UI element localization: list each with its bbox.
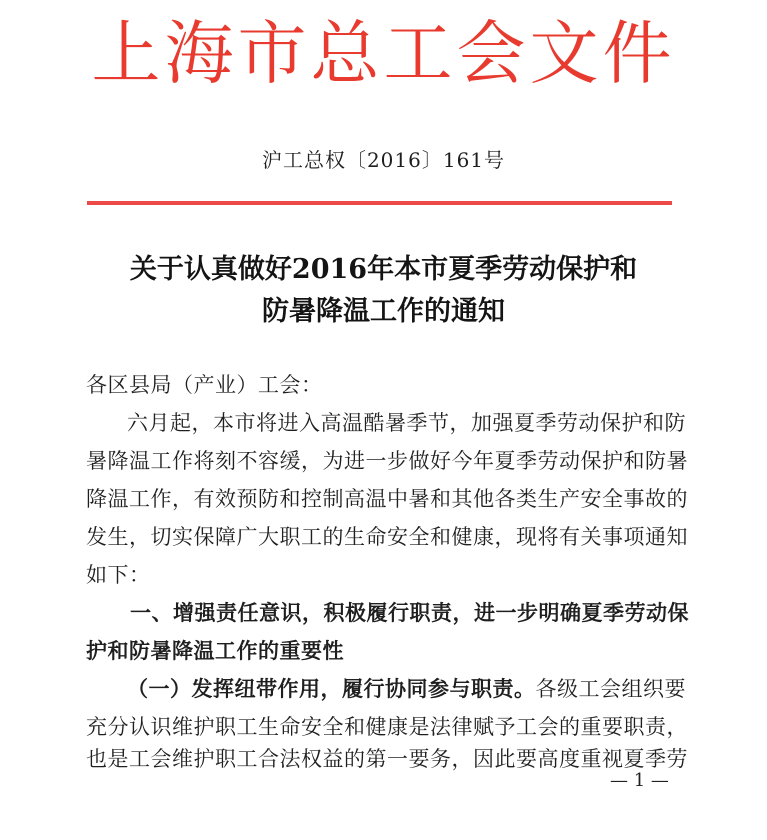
document-header-title: 上海市总工会文件 — [91, 14, 676, 94]
paragraph-line: 六月起，本市将进入高温酷暑季节，加强夏季劳动保护和防 — [127, 411, 686, 435]
subsection-text: 各级工会组织要 — [535, 677, 686, 701]
notice-title-line-2: 防暑降温工作的通知 — [262, 296, 505, 327]
paragraph-line: 暑降温工作将刻不容缓，为进一步做好今年夏季劳动保护和防暑 — [86, 449, 688, 473]
subsection-heading: （一）发挥纽带作用，履行协同参与职责。 — [127, 677, 536, 701]
red-divider-line — [87, 201, 672, 205]
paragraph-line: 充分认识维护职工生命安全和健康是法律赋予工会的重要职责， — [86, 715, 688, 739]
document-number: 沪工总权〔2016〕161号 — [261, 148, 506, 172]
notice-title-line-1: 关于认真做好2016年本市夏季劳动保护和 — [129, 254, 638, 285]
paragraph-line: 如下： — [86, 563, 151, 587]
notice-title — [0, 253, 767, 329]
paragraph-line: 发生，切实保障广大职工的生命安全和健康，现将有关事项通知 — [86, 525, 688, 549]
paragraph-line: 降温工作，有效预防和控制高温中暑和其他各类生产安全事故的 — [86, 487, 688, 511]
section-heading-line: 护和防暑降温工作的重要性 — [86, 639, 344, 663]
section-heading-line: 一、增强责任意识，积极履行职责，进一步明确夏季劳动保 — [130, 601, 689, 625]
page-number: — 1 — — [610, 770, 669, 791]
subsection-line — [127, 675, 686, 703]
paragraph-line: 也是工会维护职工合法权益的第一要务，因此要高度重视夏季劳 — [86, 747, 688, 771]
salutation: 各区县局（产业）工会： — [86, 373, 323, 397]
